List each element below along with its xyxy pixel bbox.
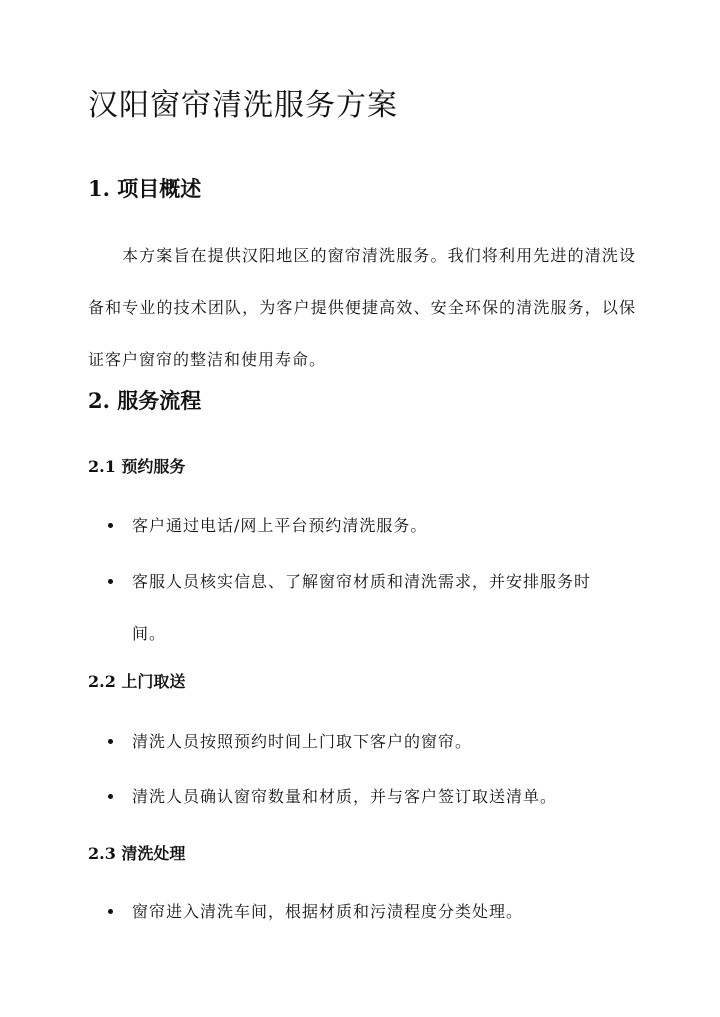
bullet-icon <box>108 794 113 799</box>
list-item-text: 客服人员核实信息、了解窗帘材质和清洗需求，并安排服务时间。 <box>132 572 592 643</box>
bullet-icon <box>108 739 113 744</box>
list-item-text: 窗帘进入清洗车间，根据材质和污渍程度分类处理。 <box>132 902 524 921</box>
section-heading-overview: 1. 项目概述 <box>88 176 202 201</box>
list-item <box>104 500 624 552</box>
subsection-heading-cleaning: 2.3 清洗处理 <box>88 844 186 863</box>
bullet-icon <box>108 579 113 584</box>
list-item <box>104 716 624 768</box>
list-item-text: 客户通过电话/网上平台预约清洗服务。 <box>132 516 428 535</box>
overview-paragraph: 本方案旨在提供汉阳地区的窗帘清洗服务。我们将利用先进的清洗设备和专业的技术团队，为客户提供便捷高效、安全环保的清洗服务，以保证客户窗帘的整洁和使用寿命。 <box>88 246 636 369</box>
list-item <box>104 886 624 938</box>
subsection-heading-pickup: 2.2 上门取送 <box>88 672 186 691</box>
bullet-icon <box>108 909 113 914</box>
list-item <box>104 771 624 823</box>
list-item-text: 清洗人员按照预约时间上门取下客户的窗帘。 <box>132 732 473 751</box>
bullet-icon <box>108 523 113 528</box>
subsection-heading-booking: 2.1 预约服务 <box>88 457 186 476</box>
document-title: 汉阳窗帘清洗服务方案 <box>88 88 398 123</box>
section-heading-process: 2. 服务流程 <box>88 388 202 413</box>
list-item-text: 清洗人员确认窗帘数量和材质，并与客户签订取送清单。 <box>132 787 558 806</box>
list-item <box>104 556 624 660</box>
